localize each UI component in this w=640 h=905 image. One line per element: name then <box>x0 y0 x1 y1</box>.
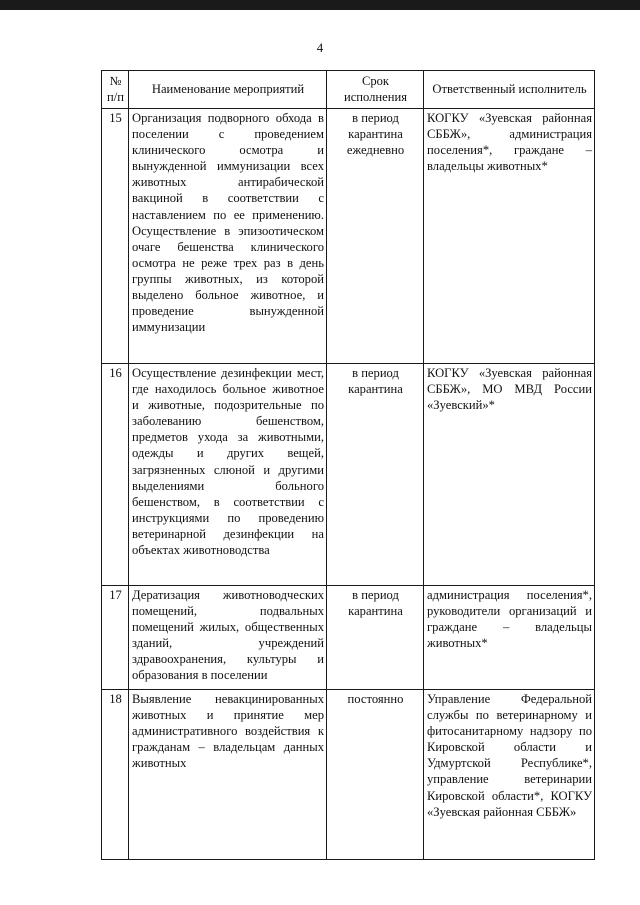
row-name-text: Осуществление дезинфекции мест, где находилось больное животное и животные, подозрительные по заболеванию бешенством, предметов ухода за животными, одежды и других вещей, загрязненных слюной и другими выделениями больного бешенством, в соответствии с инструкциями по проведению ветеринарной дезинфекции на объектах животноводства <box>132 366 324 558</box>
row-term-text: в период карантина <box>348 366 403 397</box>
table-header-row <box>102 71 595 109</box>
row-responsible-text: КОГКУ «Зуевская районная СББЖ», МО МВД России «Зуевский»* <box>427 366 592 413</box>
header-name: Наименование мероприятий <box>129 71 327 109</box>
row-responsible-cell <box>424 364 595 586</box>
row-name-text: Выявление невакцинированных животных и принятие мер административного воздействия к гражданам – владельцам данных животных <box>132 692 324 771</box>
row-term-cell <box>327 586 424 690</box>
row-responsible-cell <box>424 586 595 690</box>
row-name-cell <box>129 109 327 364</box>
row-num-cell: 18 <box>102 690 129 860</box>
page-number: 4 <box>316 40 324 55</box>
header-term: Срок исполнения <box>327 71 424 109</box>
row-name-cell <box>129 690 327 860</box>
row-name-cell <box>129 586 327 690</box>
row-responsible-text: Управление Федеральной службы по ветеринарному и фитосанитарному надзору по Кировской области и Удмуртской Республике*, управление ветеринарии Кировской области*, КОГКУ «Зуевская районная СББЖ» <box>427 692 592 819</box>
row-responsible-cell <box>424 109 595 364</box>
table-row <box>102 690 595 860</box>
row-name-cell <box>129 364 327 586</box>
table-row <box>102 364 595 586</box>
row-responsible-text: КОГКУ «Зуевская районная СББЖ», администрация поселения*, граждане – владельцы животных* <box>427 111 592 174</box>
row-num-cell: 15 <box>102 109 129 364</box>
row-term-text: в период карантина ежедневно <box>346 111 405 158</box>
row-name-text: Организация подворного обхода в поселении с проведением клинического осмотра и вынужденной иммунизации всех животных антирабической вакциной в соответствии с наставлением по ее применению. Осуществление в эпизоотическом очаге бешенства клинического осмотра не реже трех раз в день группы животных, из которой выделено больное животное, и проведение вынужденной иммунизации <box>132 111 324 335</box>
measures-table <box>101 70 595 860</box>
table-row <box>102 109 595 364</box>
row-name-text: Дератизация животноводческих помещений, подвальных помещений жилых, общественных зданий, учреждений здравоохранения, культуры и образования в поселении <box>132 588 324 683</box>
table-row <box>102 586 595 690</box>
top-border-rule <box>0 0 640 10</box>
row-responsible-cell <box>424 690 595 860</box>
row-num-cell: 17 <box>102 586 129 690</box>
header-num: № п/п <box>102 71 129 109</box>
row-term-cell <box>327 690 424 860</box>
row-term-text: постоянно <box>347 692 404 706</box>
row-num-cell: 16 <box>102 364 129 586</box>
row-term-cell <box>327 109 424 364</box>
row-responsible-text: администрация поселения*, руководители организаций и граждане – владельцы животных* <box>427 588 592 651</box>
row-term-text: в период карантина <box>348 588 403 619</box>
header-responsible: Ответственный исполнитель <box>424 71 595 109</box>
row-term-cell <box>327 364 424 586</box>
